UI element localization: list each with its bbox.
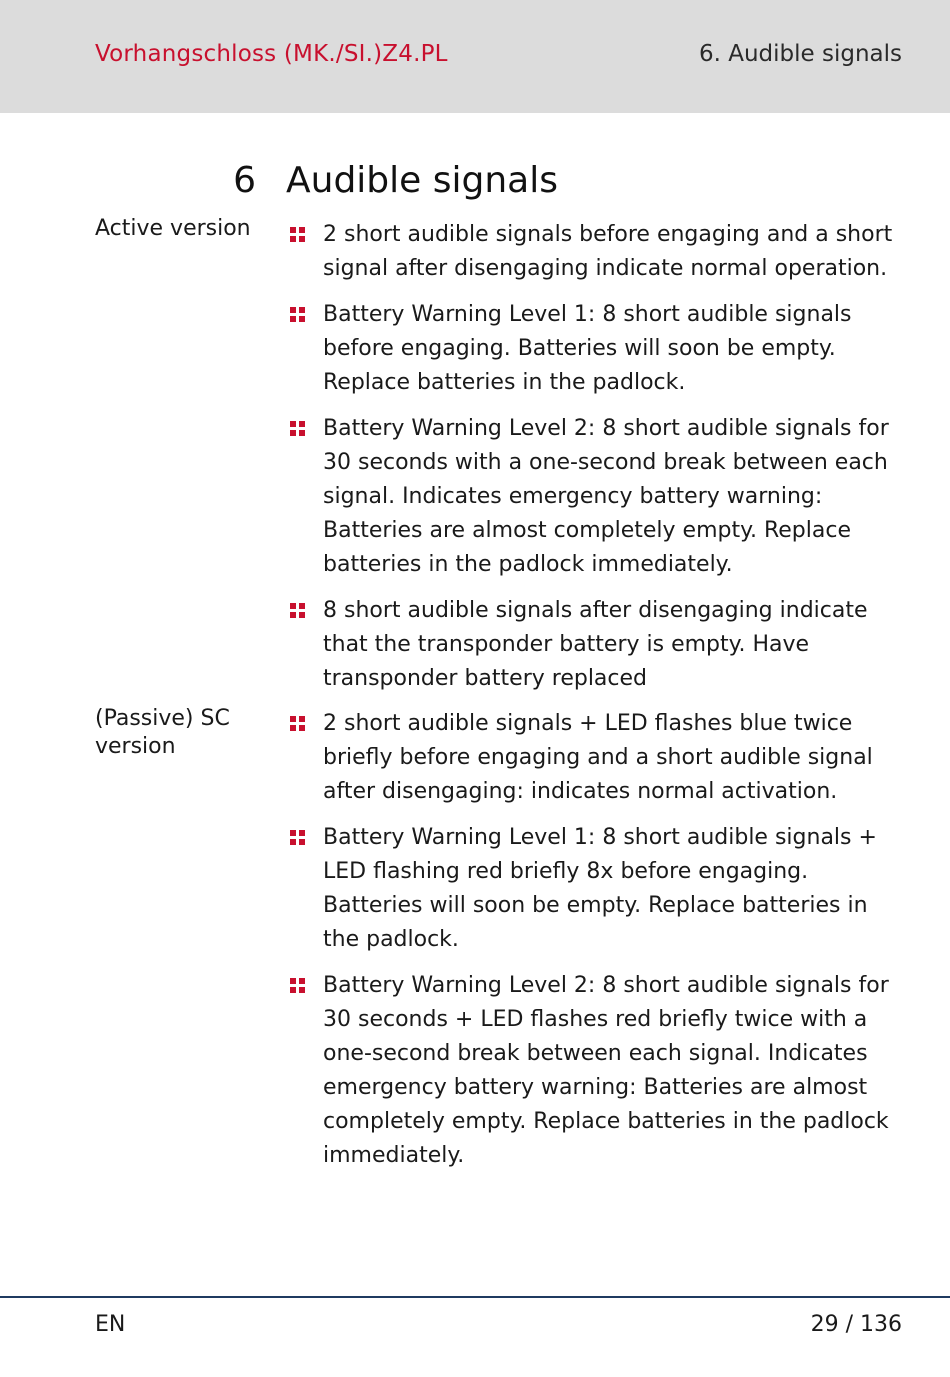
bullet-icon xyxy=(290,716,306,732)
chapter-number: 6 xyxy=(233,160,256,201)
active-version-list xyxy=(290,218,910,708)
bullet-icon xyxy=(290,421,306,437)
list-item xyxy=(290,707,910,809)
bullet-icon xyxy=(290,227,306,243)
passive-version-list xyxy=(290,707,910,1185)
section-name: 6. Audible signals xyxy=(698,41,902,67)
list-item-text: 2 short audible signals before engaging and a short signal after disengaging indicate normal operation. xyxy=(323,222,893,281)
bullet-icon xyxy=(290,830,306,846)
product-name: Vorhangschloss (MK./SI.)Z4.PL xyxy=(95,41,448,67)
footer-language: EN xyxy=(95,1312,126,1337)
list-item-text: 2 short audible signals + LED flashes blue twice briefly before engaging and a short audible signal after disengaging: indicates normal activation. xyxy=(323,711,873,804)
bullet-icon xyxy=(290,603,306,619)
list-item xyxy=(290,412,910,582)
list-item-text: Battery Warning Level 2: 8 short audible signals for 30 seconds with a one-second break between each signal. Indicates emergency battery warning: Batteries are almost completely empty. Replace batteries in the padlock immediately. xyxy=(323,416,889,577)
page-number: 29 / 136 xyxy=(810,1312,902,1337)
chapter-title: Audible signals xyxy=(286,160,558,201)
footer-rule xyxy=(0,1296,950,1298)
bullet-icon xyxy=(290,978,306,994)
list-item-text: 8 short audible signals after disengaging indicate that the transponder battery is empty. Have transponder battery replaced xyxy=(323,598,868,691)
list-item-text: Battery Warning Level 2: 8 short audible signals for 30 seconds + LED flashes red briefly twice with a one-second break between each signal. Indicates emergency battery warning: Batteries are almost completely empty. Replace batteries in the padlock immediately. xyxy=(323,973,889,1168)
list-item xyxy=(290,969,910,1173)
list-item xyxy=(290,218,910,286)
list-item-text: Battery Warning Level 1: 8 short audible signals + LED flashing red briefly 8x before engaging. Batteries will soon be empty. Replace batteries in the padlock. xyxy=(323,825,877,952)
list-item xyxy=(290,821,910,957)
page-header xyxy=(0,0,950,113)
list-item xyxy=(290,594,910,696)
list-item xyxy=(290,298,910,400)
passive-version-label: (Passive) SC version xyxy=(95,706,230,759)
active-version-label: Active version xyxy=(95,216,251,241)
list-item-text: Battery Warning Level 1: 8 short audible signals before engaging. Batteries will soon be empty. Replace batteries in the padlock. xyxy=(323,302,852,395)
bullet-icon xyxy=(290,307,306,323)
